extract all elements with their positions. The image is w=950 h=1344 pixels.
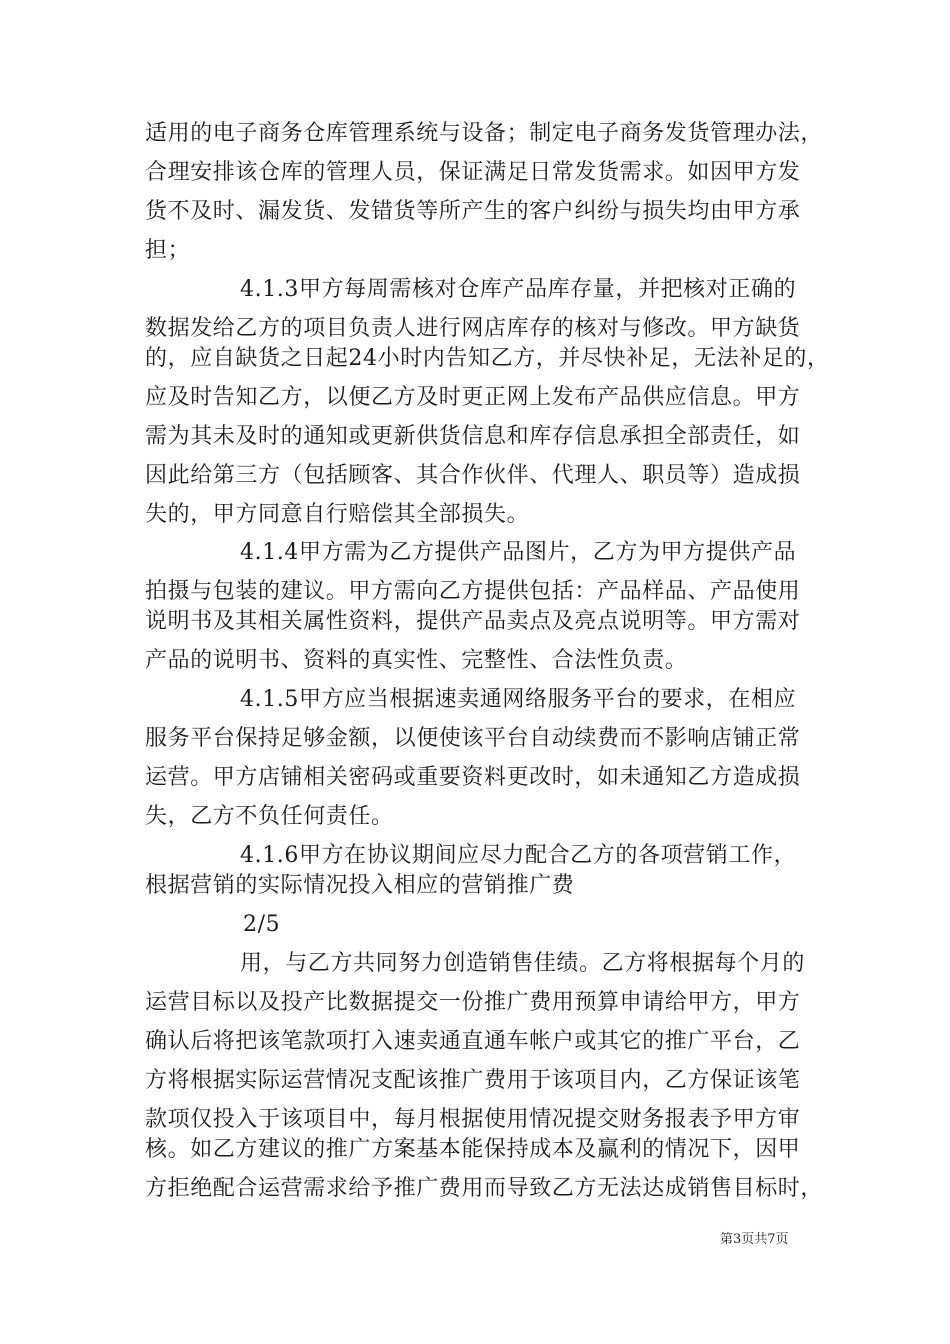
paragraph-line: 根据营销的实际情况投入相应的营销推广费	[145, 873, 575, 898]
paragraph-line: 运营。甲方店铺相关密码或重要资料更改时，如未通知乙方造成损	[145, 765, 801, 790]
paragraph-line: 用，与乙方共同努力创造销售佳绩。乙方将根据每个月的	[240, 951, 806, 976]
paragraph-line: 担；	[145, 238, 191, 263]
paragraph-line: 数据发给乙方的项目负责人进行网店库存的核对与修改。甲方缺货	[145, 316, 801, 341]
paragraph-line: 合理安排该仓库的管理人员，保证满足日常发货需求。如因甲方发	[145, 160, 801, 185]
paragraph-line: 服务平台保持足够金额，以便使该平台自动续费而不影响店铺正常	[145, 726, 801, 751]
paragraph-line: 需为其未及时的通知或更新供货信息和库存信息承担全部责任，如	[145, 424, 801, 449]
paragraph-line: 应及时告知乙方，以便乙方及时更正网上发布产品供应信息。甲方	[145, 385, 801, 410]
paragraph-line: 方拒绝配合运营需求给予推广费用而导致乙方无法达成销售目标时，	[145, 1176, 824, 1201]
clause-4-1-6-first-line: 4.1.6甲方在协议期间应尽力配合乙方的各项营销工作，	[240, 843, 797, 868]
paragraph-line: 核。如乙方建议的推广方案基本能保持成本及赢利的情况下，因甲	[145, 1137, 801, 1162]
paragraph-line: 货不及时、漏发货、发错货等所产生的客户纠纷与损失均由甲方承	[145, 199, 801, 224]
paragraph-line: 因此给第三方（包括顾客、其合作伙伴、代理人、职员等）造成损	[145, 463, 801, 488]
paragraph-line: 失，乙方不负任何责任。	[145, 804, 394, 829]
paragraph-line: 方将根据实际运营情况支配该推广费用于该项目内，乙方保证该笔	[145, 1068, 801, 1093]
clause-4-1-5-first-line: 4.1.5甲方应当根据速卖通网络服务平台的要求，在相应	[240, 687, 797, 712]
clause-4-1-4-first-line: 4.1.4甲方需为乙方提供产品图片，乙方为甲方提供产品	[240, 540, 797, 565]
paragraph-line: 失的，甲方同意自行赔偿其全部损失。	[145, 502, 530, 527]
paragraph-line: 产品的说明书、资料的真实性、完整性、合法性负责。	[145, 648, 688, 673]
inline-page-marker: 2/5	[243, 912, 281, 937]
paragraph-line: 适用的电子商务仓库管理系统与设备；制定电子商务发货管理办法，	[145, 121, 824, 146]
paragraph-line: 说明书及其相关属性资料，提供产品卖点及亮点说明等。甲方需对	[145, 609, 801, 634]
page-footer: 第3页共7页	[720, 1232, 789, 1247]
paragraph-line: 拍摄与包装的建议。甲方需向乙方提供包括：产品样品、产品使用	[145, 579, 801, 604]
paragraph-line: 的，应自缺货之日起24小时内告知乙方，并尽快补足，无法补足的，	[145, 346, 830, 371]
paragraph-line: 确认后将把该笔款项打入速卖通直通车帐户或其它的推广平台，乙	[145, 1029, 801, 1054]
paragraph-line: 款项仅投入于该项目中，每月根据使用情况提交财务报表予甲方审	[145, 1107, 801, 1132]
clause-4-1-3-first-line: 4.1.3甲方每周需核对仓库产品库存量，并把核对正确的	[240, 277, 797, 302]
paragraph-line: 运营目标以及投产比数据提交一份推广费用预算申请给甲方，甲方	[145, 990, 801, 1015]
